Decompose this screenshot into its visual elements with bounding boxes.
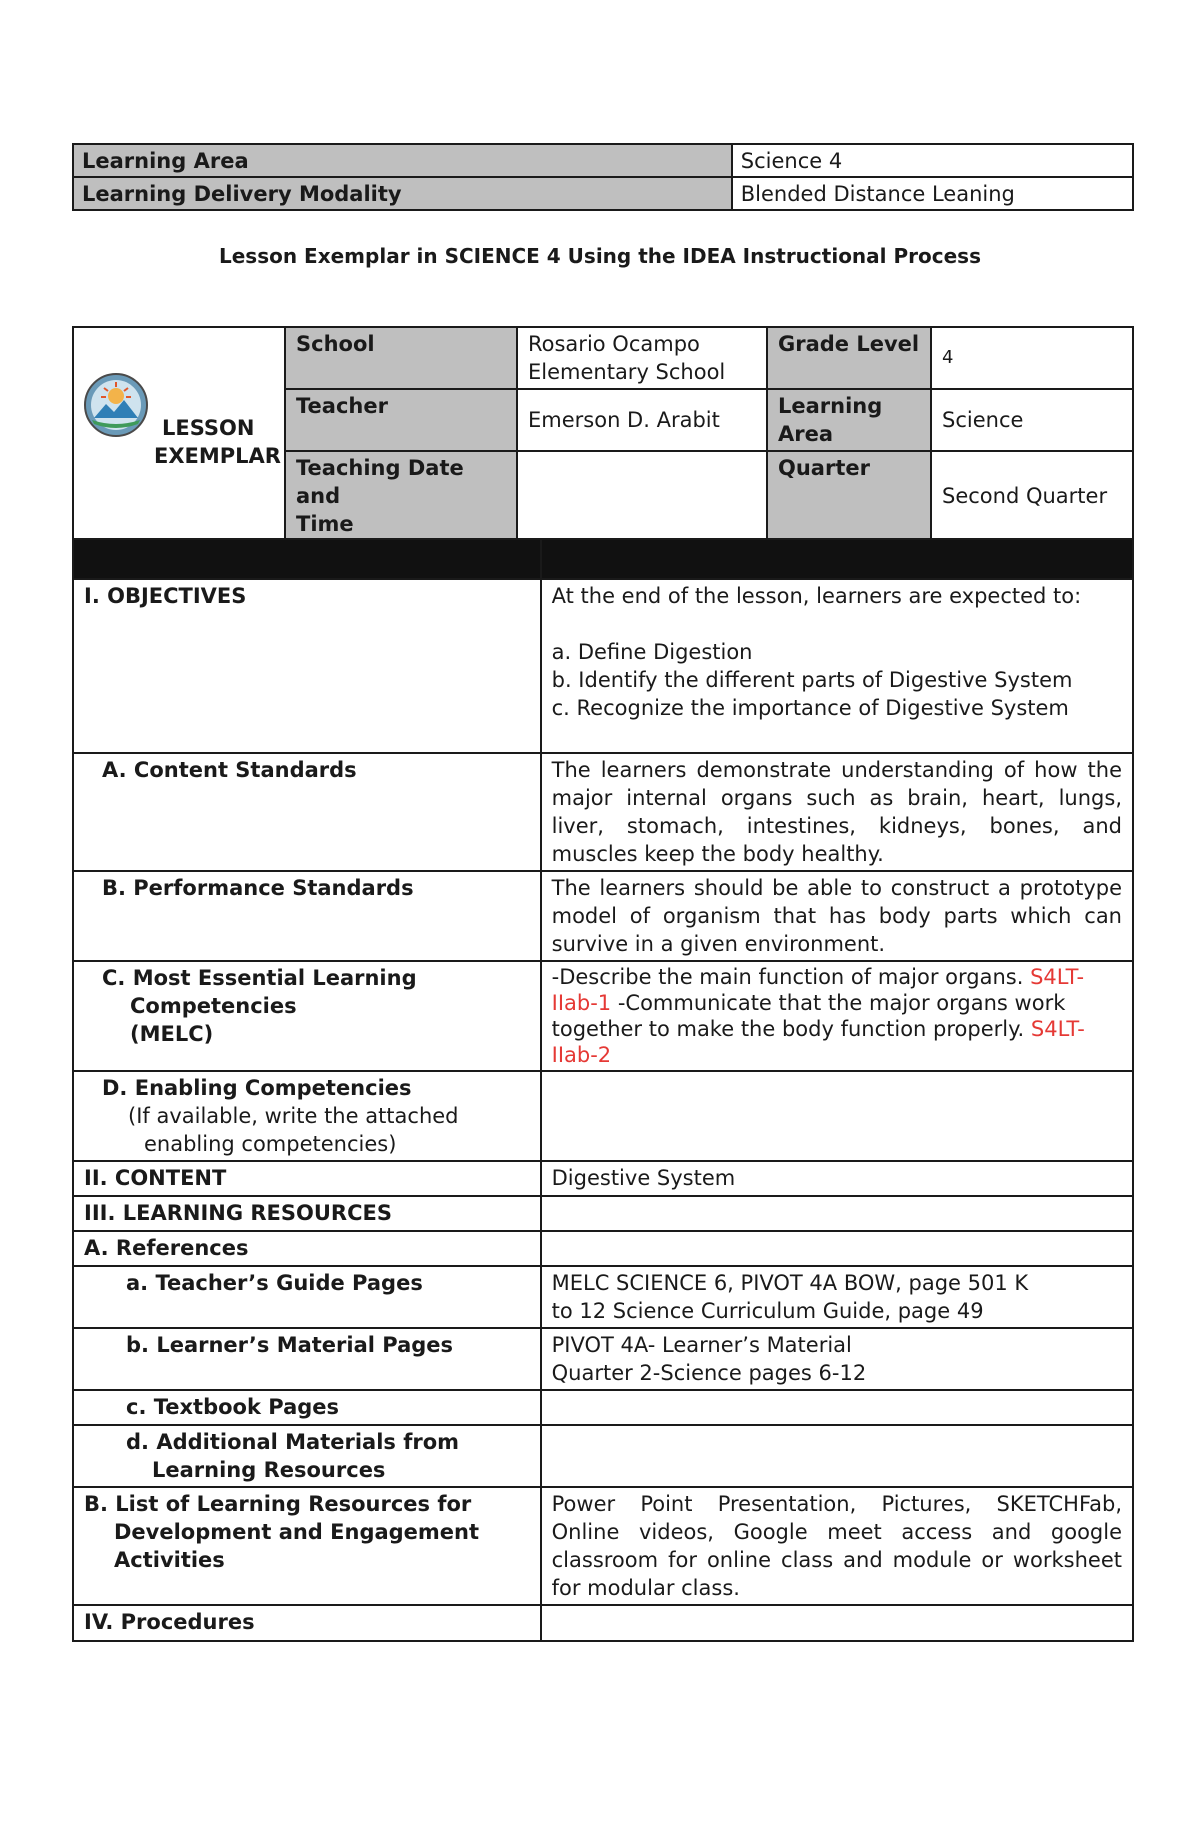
date-label-line1: Teaching Date and [296,456,464,508]
teacher-value: Emerson D. Arabit [517,389,767,451]
enabling-competencies-label [73,1071,541,1161]
enabling-label-line1: D. Enabling Competencies [102,1076,412,1100]
textbook-pages-label: c. Textbook Pages [73,1390,541,1425]
additional-materials-label [73,1425,541,1487]
learning-area-info-value: Science [931,389,1133,451]
school-value-line1: Rosario Ocampo [528,332,700,356]
melc-text-1: -Describe the main function of major organs. [551,965,1024,989]
melc-label [73,961,541,1071]
melc-label-line3: (MELC) [130,1022,214,1046]
grade-level-value: 4 [931,327,1133,389]
header-table [72,143,1134,211]
deped-seal-icon [80,372,152,438]
add-label-line2: Learning Resources [152,1458,386,1482]
objectives-intro: At the end of the lesson, learners are expected to: [551,584,1082,608]
table-row [73,1487,1133,1605]
area-label-line2: Area [778,422,834,446]
content-label: II. CONTENT [73,1161,541,1196]
performance-standards-label: B. Performance Standards [73,871,541,961]
modality-label: Learning Delivery Modality [73,177,732,210]
table-row [73,871,1133,961]
table-row [73,1231,1133,1266]
quarter-label: Quarter [767,451,931,541]
enabling-label-line2: (If available, write the attached [128,1104,459,1128]
objectives-value [541,579,1133,753]
learners-material-label: b. Learner’s Material Pages [73,1328,541,1390]
school-label: School [285,327,517,389]
content-standards-label: A. Content Standards [73,753,541,871]
learning-area-value: Science 4 [732,144,1133,177]
date-label-line2: Time [296,512,354,536]
modality-row [73,177,1133,210]
melc-value [541,961,1133,1071]
lesson-label-line1: LESSON [162,416,255,440]
learners-material-value [541,1328,1133,1390]
learning-area-info-label [767,389,931,451]
list-label-line1: B. List of Learning Resources for [84,1492,472,1516]
objectives-label: I. OBJECTIVES [73,579,541,753]
table-row [73,579,1133,753]
objective-c: c. Recognize the importance of Digestive System [551,696,1069,720]
logo-cell [73,327,285,541]
quarter-value: Second Quarter [931,451,1133,541]
table-row [73,1390,1133,1425]
teaching-date-label [285,451,517,541]
add-label-line1: d. Additional Materials from [126,1430,460,1454]
content-value: Digestive System [541,1161,1133,1196]
learning-resources-label: III. LEARNING RESOURCES [73,1196,541,1231]
tg-value-line1: MELC SCIENCE 6, PIVOT 4A BOW, page 501 K [551,1271,1029,1295]
teacher-label: Teacher [285,389,517,451]
school-value [517,327,767,389]
table-row [73,1425,1133,1487]
learning-area-label: Learning Area [73,144,732,177]
enabling-competencies-value [541,1071,1133,1161]
melc-code-1: S4LT-IIab-1 [551,965,1085,1015]
school-value-line2: Elementary School [528,360,726,384]
lesson-label-line2: EXEMPLAR [154,444,281,468]
procedures-label: IV. Procedures [73,1605,541,1641]
list-of-resources-label [73,1487,541,1605]
table-row [73,1161,1133,1196]
table-row [73,1196,1133,1231]
objective-a: a. Define Digestion [551,640,753,664]
melc-code-2: S4LT-IIab-2 [551,1017,1085,1067]
teaching-date-value [517,451,767,541]
objective-b: b. Identify the different parts of Digestive System [551,668,1073,692]
list-label-line3: Activities [114,1548,225,1572]
table-row [73,753,1133,871]
performance-standards-value: The learners should be able to construct a prototype model of organism that has body parts which can survive in a given environment. [541,871,1133,961]
list-label-line2: Development and Engagement [114,1520,480,1544]
table-row [73,961,1133,1071]
grade-level-label: Grade Level [767,327,931,389]
lm-value-line1: PIVOT 4A- Learner’s Material [551,1333,852,1357]
teachers-guide-value [541,1266,1133,1328]
document-title: Lesson Exemplar in SCIENCE 4 Using the IDEA Instructional Process [219,244,981,268]
tg-value-line2: to 12 Science Curriculum Guide, page 49 [551,1299,984,1323]
teachers-guide-label: a. Teacher’s Guide Pages [73,1266,541,1328]
enabling-label-line3: enabling competencies) [144,1132,397,1156]
list-of-resources-value: Power Point Presentation, Pictures, SKETCHFab, Online videos, Google meet access and google classroom for online class and module or worksheet for modular class. [541,1487,1133,1605]
lesson-info-table [72,326,1134,542]
table-row [73,1605,1133,1641]
modality-value: Blended Distance Leaning [732,177,1133,210]
lm-value-line2: Quarter 2-Science pages 6-12 [551,1361,867,1385]
melc-label-line1: C. Most Essential Learning [102,966,417,990]
lesson-exemplar-label [154,414,281,470]
table-row [73,1328,1133,1390]
lesson-plan-table [72,538,1134,1642]
melc-label-line2: Competencies [130,994,297,1018]
table-row [73,1071,1133,1161]
table-row [73,1266,1133,1328]
references-label: A. References [73,1231,541,1266]
learning-area-row [73,144,1133,177]
table-header-row [73,539,1133,579]
area-label-line1: Learning [778,394,883,418]
melc-text-2: -Communicate that the major organs work together to make the body function properly. [551,991,1066,1041]
content-standards-value: The learners demonstrate understanding of how the major internal organs such as brain, heart, lungs, liver, stomach, intestines, kidneys, bones, and muscles keep the body healthy. [541,753,1133,871]
